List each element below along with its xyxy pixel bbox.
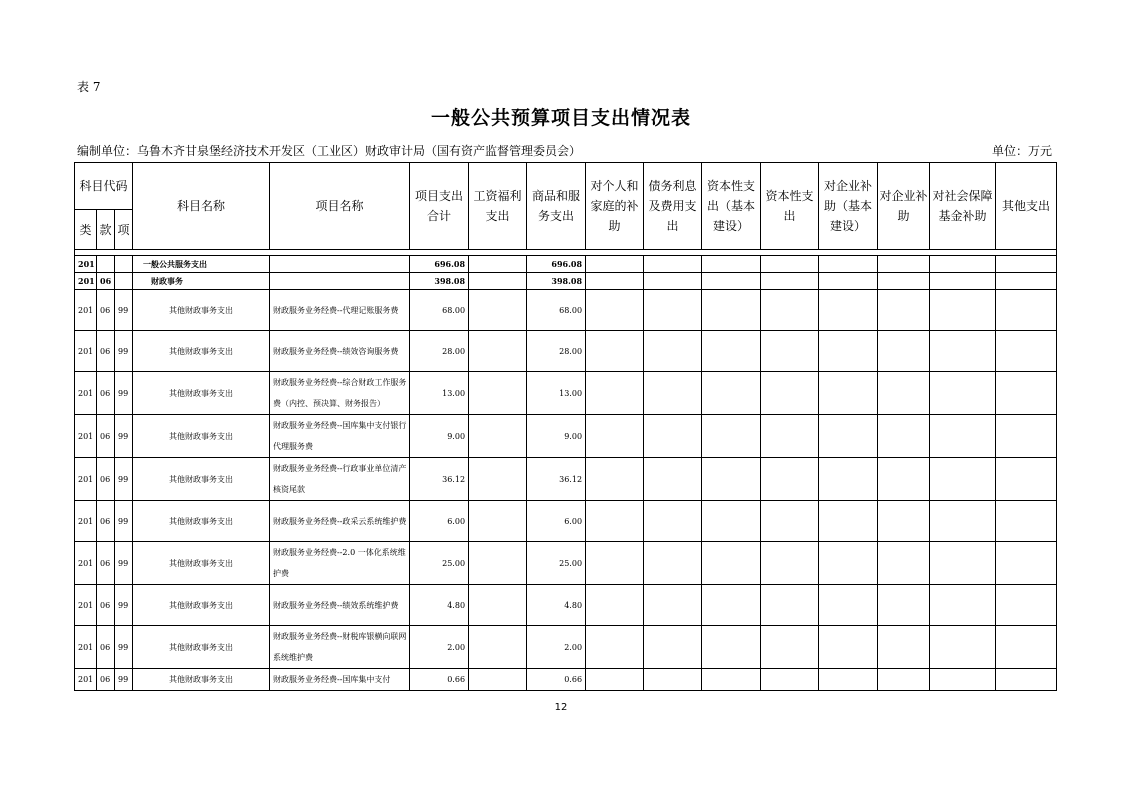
- cell-total: 0.66: [410, 669, 469, 691]
- cell-total: 68.00: [410, 290, 469, 331]
- cell-subject: 其他财政事务支出: [133, 669, 270, 691]
- cell-capital: [761, 415, 819, 458]
- cell-kuan: 06: [97, 585, 115, 626]
- header-debt: 债务利息及费用支出: [644, 163, 702, 250]
- cell-total: 25.00: [410, 542, 469, 585]
- cell-kuan: [97, 256, 115, 273]
- cell-lei: 201: [75, 415, 97, 458]
- cell-debt: [644, 331, 702, 372]
- header-social: 对社会保障基金补助: [930, 163, 996, 250]
- cell-wages: [469, 585, 527, 626]
- cell-social: [930, 415, 996, 458]
- cell-xiang: [115, 273, 133, 290]
- cell-total: 36.12: [410, 458, 469, 501]
- cell-total: 6.00: [410, 501, 469, 542]
- cell-debt: [644, 542, 702, 585]
- cell-project: 财政服务业务经费--国库集中支付: [270, 669, 410, 691]
- cell-total: 2.00: [410, 626, 469, 669]
- cell-personal: [586, 458, 644, 501]
- header-capital-basic: 资本性支出（基本建设）: [702, 163, 761, 250]
- cell-subject: 其他财政事务支出: [133, 501, 270, 542]
- cell-kuan: 06: [97, 501, 115, 542]
- cell-other: [996, 290, 1057, 331]
- cell-lei: 201: [75, 273, 97, 290]
- cell-other: [996, 542, 1057, 585]
- cell-capital-basic: [702, 542, 761, 585]
- cell-lei: 201: [75, 458, 97, 501]
- cell-social: [930, 331, 996, 372]
- cell-capital: [761, 669, 819, 691]
- cell-lei: 201: [75, 585, 97, 626]
- cell-capital-basic: [702, 669, 761, 691]
- cell-capital-basic: [702, 585, 761, 626]
- cell-goods: 25.00: [527, 542, 586, 585]
- cell-debt: [644, 458, 702, 501]
- header-subject-name: 科目名称: [133, 163, 270, 250]
- cell-other: [996, 273, 1057, 290]
- cell-debt: [644, 415, 702, 458]
- table-row: [75, 290, 1057, 331]
- cell-enterprise: [878, 501, 930, 542]
- cell-project: 财政服务业务经费--行政事业单位清产核资尾款: [270, 458, 410, 501]
- cell-capital: [761, 585, 819, 626]
- cell-other: [996, 585, 1057, 626]
- cell-social: [930, 585, 996, 626]
- cell-capital-basic: [702, 458, 761, 501]
- cell-other: [996, 626, 1057, 669]
- cell-enterprise-basic: [819, 331, 878, 372]
- cell-total: 9.00: [410, 415, 469, 458]
- header-code-group: 科目代码: [75, 163, 133, 210]
- cell-wages: [469, 273, 527, 290]
- cell-project: 财政服务业务经费--绩效系统维护费: [270, 585, 410, 626]
- table-row: [75, 273, 1057, 290]
- cell-total: 398.08: [410, 273, 469, 290]
- cell-enterprise: [878, 585, 930, 626]
- cell-subject: 其他财政事务支出: [133, 542, 270, 585]
- cell-xiang: 99: [115, 372, 133, 415]
- table-row: [75, 669, 1057, 691]
- header-enterprise-basic: 对企业补助（基本建设）: [819, 163, 878, 250]
- cell-subject: 其他财政事务支出: [133, 585, 270, 626]
- cell-project: 财政服务业务经费--2.0 一体化系统维护费: [270, 542, 410, 585]
- cell-social: [930, 290, 996, 331]
- cell-capital-basic: [702, 372, 761, 415]
- cell-capital: [761, 542, 819, 585]
- header-wages: 工资福利支出: [469, 163, 527, 250]
- cell-goods: 0.66: [527, 669, 586, 691]
- table-row: [75, 372, 1057, 415]
- cell-goods: 36.12: [527, 458, 586, 501]
- cell-social: [930, 501, 996, 542]
- cell-xiang: 99: [115, 331, 133, 372]
- cell-capital-basic: [702, 501, 761, 542]
- compiling-unit: 编制单位：乌鲁木齐甘泉堡经济技术开发区（工业区）财政审计局（国有资产监督管理委员会）: [77, 144, 582, 158]
- cell-enterprise: [878, 542, 930, 585]
- cell-capital-basic: [702, 626, 761, 669]
- cell-personal: [586, 501, 644, 542]
- cell-other: [996, 458, 1057, 501]
- cell-other: [996, 669, 1057, 691]
- cell-wages: [469, 542, 527, 585]
- cell-xiang: 99: [115, 542, 133, 585]
- header-total: 项目支出合计: [410, 163, 469, 250]
- table-row: [75, 415, 1057, 458]
- cell-kuan: 06: [97, 273, 115, 290]
- header-lei: 类: [75, 210, 97, 250]
- cell-personal: [586, 415, 644, 458]
- cell-enterprise: [878, 290, 930, 331]
- cell-enterprise: [878, 372, 930, 415]
- cell-enterprise-basic: [819, 501, 878, 542]
- cell-personal: [586, 290, 644, 331]
- cell-wages: [469, 290, 527, 331]
- cell-enterprise: [878, 458, 930, 501]
- cell-wages: [469, 331, 527, 372]
- cell-xiang: 99: [115, 626, 133, 669]
- cell-capital: [761, 290, 819, 331]
- cell-xiang: 99: [115, 415, 133, 458]
- cell-debt: [644, 372, 702, 415]
- cell-other: [996, 256, 1057, 273]
- table-row: [75, 626, 1057, 669]
- cell-capital: [761, 626, 819, 669]
- cell-total: 696.08: [410, 256, 469, 273]
- cell-debt: [644, 273, 702, 290]
- cell-capital-basic: [702, 415, 761, 458]
- cell-wages: [469, 256, 527, 273]
- currency-unit: 单位：万元: [991, 144, 1052, 158]
- header-other: 其他支出: [996, 163, 1057, 250]
- cell-personal: [586, 669, 644, 691]
- cell-personal: [586, 256, 644, 273]
- cell-kuan: 06: [97, 542, 115, 585]
- cell-total: 13.00: [410, 372, 469, 415]
- cell-project: 财政服务业务经费--综合财政工作服务费（内控、预决算、财务报告）: [270, 372, 410, 415]
- cell-enterprise-basic: [819, 415, 878, 458]
- cell-subject: 一般公共服务支出: [133, 256, 270, 273]
- cell-project: 财政服务业务经费--代理记账服务费: [270, 290, 410, 331]
- cell-project: 财政服务业务经费--政采云系统维护费: [270, 501, 410, 542]
- cell-enterprise: [878, 331, 930, 372]
- cell-capital: [761, 501, 819, 542]
- cell-goods: 398.08: [527, 273, 586, 290]
- cell-capital-basic: [702, 256, 761, 273]
- cell-xiang: 99: [115, 501, 133, 542]
- cell-enterprise-basic: [819, 626, 878, 669]
- cell-subject: 其他财政事务支出: [133, 331, 270, 372]
- cell-kuan: 06: [97, 458, 115, 501]
- cell-xiang: 99: [115, 585, 133, 626]
- cell-kuan: 06: [97, 415, 115, 458]
- cell-enterprise: [878, 415, 930, 458]
- header-enterprise: 对企业补助: [878, 163, 930, 250]
- cell-kuan: 06: [97, 372, 115, 415]
- cell-capital: [761, 256, 819, 273]
- cell-other: [996, 331, 1057, 372]
- cell-xiang: [115, 256, 133, 273]
- cell-debt: [644, 669, 702, 691]
- cell-wages: [469, 626, 527, 669]
- cell-subject: 其他财政事务支出: [133, 290, 270, 331]
- cell-total: 4.80: [410, 585, 469, 626]
- header-goods: 商品和服务支出: [527, 163, 586, 250]
- cell-enterprise-basic: [819, 273, 878, 290]
- cell-wages: [469, 669, 527, 691]
- header-xiang: 项: [115, 210, 133, 250]
- cell-goods: 696.08: [527, 256, 586, 273]
- cell-xiang: 99: [115, 669, 133, 691]
- cell-personal: [586, 626, 644, 669]
- cell-capital: [761, 273, 819, 290]
- table-number: 表 7: [77, 80, 101, 94]
- table-row: [75, 256, 1057, 273]
- cell-lei: 201: [75, 626, 97, 669]
- cell-lei: 201: [75, 542, 97, 585]
- cell-personal: [586, 331, 644, 372]
- cell-social: [930, 273, 996, 290]
- cell-social: [930, 256, 996, 273]
- table-row: [75, 585, 1057, 626]
- cell-enterprise: [878, 256, 930, 273]
- cell-wages: [469, 372, 527, 415]
- cell-debt: [644, 256, 702, 273]
- cell-xiang: 99: [115, 290, 133, 331]
- cell-social: [930, 542, 996, 585]
- cell-lei: 201: [75, 669, 97, 691]
- header-kuan: 款: [97, 210, 115, 250]
- cell-enterprise-basic: [819, 372, 878, 415]
- cell-lei: 201: [75, 256, 97, 273]
- table-row: [75, 331, 1057, 372]
- cell-debt: [644, 626, 702, 669]
- page-title: 一般公共预算项目支出情况表: [430, 107, 691, 129]
- cell-personal: [586, 542, 644, 585]
- cell-project: 财政服务业务经费--绩效咨询服务费: [270, 331, 410, 372]
- cell-capital: [761, 458, 819, 501]
- cell-project: [270, 273, 410, 290]
- cell-xiang: 99: [115, 458, 133, 501]
- cell-subject: 其他财政事务支出: [133, 415, 270, 458]
- cell-enterprise-basic: [819, 256, 878, 273]
- cell-goods: 68.00: [527, 290, 586, 331]
- cell-capital: [761, 372, 819, 415]
- cell-subject: 财政事务: [133, 273, 270, 290]
- cell-kuan: 06: [97, 290, 115, 331]
- header-project-name: 项目名称: [270, 163, 410, 250]
- cell-kuan: 06: [97, 669, 115, 691]
- cell-debt: [644, 501, 702, 542]
- cell-social: [930, 458, 996, 501]
- cell-wages: [469, 415, 527, 458]
- cell-social: [930, 372, 996, 415]
- cell-subject: 其他财政事务支出: [133, 458, 270, 501]
- cell-lei: 201: [75, 290, 97, 331]
- cell-capital-basic: [702, 331, 761, 372]
- cell-subject: 其他财政事务支出: [133, 372, 270, 415]
- cell-enterprise: [878, 273, 930, 290]
- cell-goods: 6.00: [527, 501, 586, 542]
- cell-lei: 201: [75, 372, 97, 415]
- cell-project: 财政服务业务经费--财税库银横向联网系统维护费: [270, 626, 410, 669]
- cell-capital-basic: [702, 273, 761, 290]
- cell-lei: 201: [75, 501, 97, 542]
- cell-enterprise-basic: [819, 542, 878, 585]
- cell-other: [996, 501, 1057, 542]
- cell-capital: [761, 331, 819, 372]
- cell-goods: 28.00: [527, 331, 586, 372]
- cell-project: [270, 256, 410, 273]
- cell-personal: [586, 273, 644, 290]
- cell-lei: 201: [75, 331, 97, 372]
- page-number: 12: [554, 702, 568, 713]
- cell-kuan: 06: [97, 331, 115, 372]
- table-row: [75, 501, 1057, 542]
- cell-goods: 9.00: [527, 415, 586, 458]
- cell-other: [996, 372, 1057, 415]
- header-capital: 资本性支出: [761, 163, 819, 250]
- table-row: [75, 542, 1057, 585]
- cell-enterprise-basic: [819, 669, 878, 691]
- cell-enterprise-basic: [819, 458, 878, 501]
- cell-debt: [644, 290, 702, 331]
- cell-enterprise: [878, 669, 930, 691]
- cell-other: [996, 415, 1057, 458]
- header-personal: 对个人和家庭的补助: [586, 163, 644, 250]
- cell-wages: [469, 501, 527, 542]
- cell-subject: 其他财政事务支出: [133, 626, 270, 669]
- cell-personal: [586, 585, 644, 626]
- cell-debt: [644, 585, 702, 626]
- cell-goods: 13.00: [527, 372, 586, 415]
- cell-project: 财政服务业务经费--国库集中支付银行代理服务费: [270, 415, 410, 458]
- cell-kuan: 06: [97, 626, 115, 669]
- cell-social: [930, 669, 996, 691]
- cell-enterprise: [878, 626, 930, 669]
- cell-goods: 2.00: [527, 626, 586, 669]
- cell-enterprise-basic: [819, 290, 878, 331]
- cell-enterprise-basic: [819, 585, 878, 626]
- cell-capital-basic: [702, 290, 761, 331]
- cell-goods: 4.80: [527, 585, 586, 626]
- table-row: [75, 458, 1057, 501]
- cell-total: 28.00: [410, 331, 469, 372]
- cell-social: [930, 626, 996, 669]
- cell-wages: [469, 458, 527, 501]
- expenditure-table: [74, 162, 1057, 691]
- cell-personal: [586, 372, 644, 415]
